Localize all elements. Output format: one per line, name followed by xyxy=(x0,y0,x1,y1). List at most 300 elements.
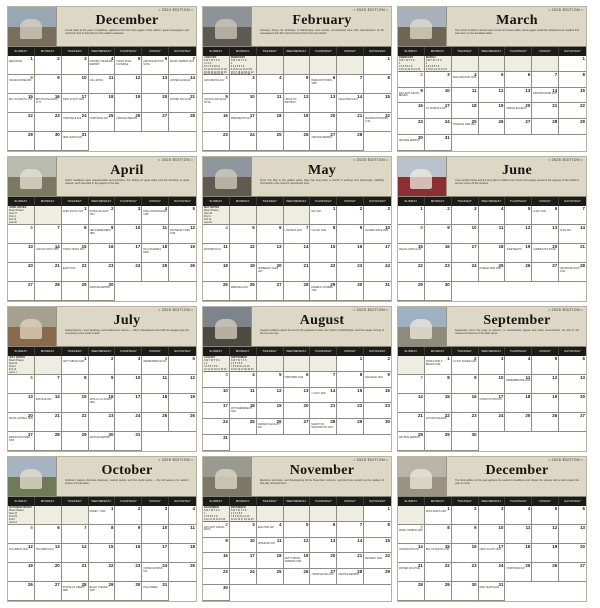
day-cell[interactable] xyxy=(505,525,532,544)
day-cell[interactable] xyxy=(452,88,479,104)
day-cell[interactable] xyxy=(310,403,337,419)
day-cell[interactable] xyxy=(169,563,196,582)
day-cell[interactable] xyxy=(479,244,506,263)
day-cell[interactable] xyxy=(505,544,532,563)
day-cell[interactable] xyxy=(532,119,559,135)
calendar-info-cell[interactable] xyxy=(230,356,257,372)
day-cell[interactable] xyxy=(142,113,169,132)
day-cell[interactable] xyxy=(398,244,425,263)
day-cell[interactable] xyxy=(505,103,532,119)
day-cell[interactable] xyxy=(203,94,230,113)
day-cell[interactable] xyxy=(479,88,506,104)
day-cell[interactable] xyxy=(337,225,364,244)
day-cell[interactable] xyxy=(284,263,311,282)
day-cell[interactable] xyxy=(203,435,230,451)
day-cell[interactable] xyxy=(115,506,142,525)
calendar-info-cell[interactable] xyxy=(257,56,284,75)
day-cell[interactable] xyxy=(452,394,479,413)
day-cell[interactable] xyxy=(559,119,586,135)
day-cell[interactable] xyxy=(364,263,391,282)
day-cell[interactable] xyxy=(532,225,559,244)
day-cell[interactable] xyxy=(398,413,425,432)
calendar-info-cell[interactable] xyxy=(35,506,62,525)
day-cell[interactable] xyxy=(257,419,284,435)
day-cell[interactable] xyxy=(337,263,364,282)
day-cell[interactable] xyxy=(479,525,506,544)
day-cell[interactable] xyxy=(230,75,257,94)
calendar-info-cell[interactable] xyxy=(452,56,479,72)
day-cell[interactable] xyxy=(559,563,586,582)
day-cell[interactable] xyxy=(425,413,452,432)
day-cell[interactable] xyxy=(62,563,89,582)
day-cell[interactable] xyxy=(8,263,35,282)
day-cell[interactable] xyxy=(230,403,257,419)
day-cell[interactable] xyxy=(8,244,35,263)
day-cell[interactable] xyxy=(364,538,391,554)
calendar-info-cell[interactable] xyxy=(203,506,230,522)
calendar-info-cell[interactable] xyxy=(310,56,337,75)
day-cell[interactable] xyxy=(203,585,230,601)
day-cell[interactable] xyxy=(398,135,425,151)
day-cell[interactable] xyxy=(532,375,559,394)
day-cell[interactable] xyxy=(89,206,116,225)
day-cell[interactable] xyxy=(505,394,532,413)
day-cell[interactable] xyxy=(559,225,586,244)
day-cell[interactable] xyxy=(398,432,425,451)
day-cell[interactable] xyxy=(398,525,425,544)
day-cell[interactable] xyxy=(452,506,479,525)
day-cell[interactable] xyxy=(337,569,364,585)
day-cell[interactable] xyxy=(310,132,337,151)
day-cell[interactable] xyxy=(425,225,452,244)
day-cell[interactable] xyxy=(169,394,196,413)
calendar-info-cell[interactable] xyxy=(284,356,311,372)
day-cell[interactable] xyxy=(452,244,479,263)
day-cell[interactable] xyxy=(142,75,169,94)
day-cell[interactable] xyxy=(62,525,89,544)
day-cell[interactable] xyxy=(398,394,425,413)
day-cell[interactable] xyxy=(425,244,452,263)
day-cell[interactable] xyxy=(8,432,35,451)
day-cell[interactable] xyxy=(203,282,230,301)
calendar-info-cell[interactable] xyxy=(398,506,425,525)
day-cell[interactable] xyxy=(8,375,35,394)
day-cell[interactable] xyxy=(337,206,364,225)
calendar-info-cell[interactable] xyxy=(203,356,230,372)
day-cell[interactable] xyxy=(310,75,337,94)
day-cell[interactable] xyxy=(257,388,284,404)
day-cell[interactable] xyxy=(425,563,452,582)
day-cell[interactable] xyxy=(364,282,391,301)
day-cell[interactable] xyxy=(62,432,89,451)
day-cell[interactable] xyxy=(284,75,311,94)
day-cell[interactable] xyxy=(337,538,364,554)
day-cell[interactable] xyxy=(169,525,196,544)
day-cell[interactable] xyxy=(479,413,506,432)
day-cell[interactable] xyxy=(230,225,257,244)
day-cell[interactable] xyxy=(89,432,116,451)
day-cell[interactable] xyxy=(169,94,196,113)
day-cell[interactable] xyxy=(452,263,479,282)
day-cell[interactable] xyxy=(364,75,391,94)
day-cell[interactable] xyxy=(337,403,364,419)
day-cell[interactable] xyxy=(8,75,35,94)
day-cell[interactable] xyxy=(62,582,89,601)
day-cell[interactable] xyxy=(398,206,425,225)
day-cell[interactable] xyxy=(35,582,62,601)
day-cell[interactable] xyxy=(230,113,257,132)
calendar-info-cell[interactable] xyxy=(35,206,62,225)
day-cell[interactable] xyxy=(169,356,196,375)
day-cell[interactable] xyxy=(310,522,337,538)
day-cell[interactable] xyxy=(257,132,284,151)
day-cell[interactable] xyxy=(398,582,425,601)
calendar-info-cell[interactable] xyxy=(532,56,559,72)
day-cell[interactable] xyxy=(398,103,425,119)
calendar-info-cell[interactable] xyxy=(62,506,89,525)
day-cell[interactable] xyxy=(35,282,62,301)
day-cell[interactable] xyxy=(203,569,230,585)
day-cell[interactable] xyxy=(203,553,230,569)
calendar-info-cell[interactable] xyxy=(257,206,284,225)
day-cell[interactable] xyxy=(8,225,35,244)
calendar-info-cell[interactable] xyxy=(230,56,257,75)
day-cell[interactable] xyxy=(505,563,532,582)
day-cell[interactable] xyxy=(8,413,35,432)
day-cell[interactable] xyxy=(169,544,196,563)
day-cell[interactable] xyxy=(89,225,116,244)
day-cell[interactable] xyxy=(115,413,142,432)
calendar-info-cell[interactable] xyxy=(8,356,35,375)
day-cell[interactable] xyxy=(452,206,479,225)
day-cell[interactable] xyxy=(310,225,337,244)
day-cell[interactable] xyxy=(257,263,284,282)
day-cell[interactable] xyxy=(364,56,391,75)
day-cell[interactable] xyxy=(35,432,62,451)
day-cell[interactable] xyxy=(452,544,479,563)
day-cell[interactable] xyxy=(62,244,89,263)
calendar-info-cell[interactable] xyxy=(8,506,35,525)
day-cell[interactable] xyxy=(452,413,479,432)
day-cell[interactable] xyxy=(532,72,559,88)
calendar-info-cell[interactable] xyxy=(425,56,452,72)
day-cell[interactable] xyxy=(284,403,311,419)
day-cell[interactable] xyxy=(364,244,391,263)
day-cell[interactable] xyxy=(62,132,89,151)
day-cell[interactable] xyxy=(284,113,311,132)
day-cell[interactable] xyxy=(89,582,116,601)
day-cell[interactable] xyxy=(8,132,35,151)
day-cell[interactable] xyxy=(62,263,89,282)
day-cell[interactable] xyxy=(398,263,425,282)
day-cell[interactable] xyxy=(142,506,169,525)
day-cell[interactable] xyxy=(203,538,230,554)
day-cell[interactable] xyxy=(364,553,391,569)
calendar-info-cell[interactable] xyxy=(35,356,62,375)
day-cell[interactable] xyxy=(142,375,169,394)
day-cell[interactable] xyxy=(203,263,230,282)
day-cell[interactable] xyxy=(337,388,364,404)
day-cell[interactable] xyxy=(559,103,586,119)
day-cell[interactable] xyxy=(559,375,586,394)
day-cell[interactable] xyxy=(452,582,479,601)
day-cell[interactable] xyxy=(425,394,452,413)
day-cell[interactable] xyxy=(559,394,586,413)
day-cell[interactable] xyxy=(425,582,452,601)
day-cell[interactable] xyxy=(142,394,169,413)
day-cell[interactable] xyxy=(425,103,452,119)
day-cell[interactable] xyxy=(8,113,35,132)
day-cell[interactable] xyxy=(89,356,116,375)
day-cell[interactable] xyxy=(425,544,452,563)
calendar-info-cell[interactable] xyxy=(337,56,364,75)
day-cell[interactable] xyxy=(8,282,35,301)
day-cell[interactable] xyxy=(89,75,116,94)
day-cell[interactable] xyxy=(337,94,364,113)
day-cell[interactable] xyxy=(35,394,62,413)
day-cell[interactable] xyxy=(115,56,142,75)
day-cell[interactable] xyxy=(479,356,506,375)
day-cell[interactable] xyxy=(169,375,196,394)
day-cell[interactable] xyxy=(169,506,196,525)
day-cell[interactable] xyxy=(364,522,391,538)
day-cell[interactable] xyxy=(479,563,506,582)
day-cell[interactable] xyxy=(284,553,311,569)
day-cell[interactable] xyxy=(479,72,506,88)
day-cell[interactable] xyxy=(479,206,506,225)
day-cell[interactable] xyxy=(479,225,506,244)
day-cell[interactable] xyxy=(142,225,169,244)
day-cell[interactable] xyxy=(310,94,337,113)
day-cell[interactable] xyxy=(142,582,169,601)
day-cell[interactable] xyxy=(364,569,391,585)
day-cell[interactable] xyxy=(425,119,452,135)
day-cell[interactable] xyxy=(337,419,364,435)
day-cell[interactable] xyxy=(8,525,35,544)
day-cell[interactable] xyxy=(35,113,62,132)
day-cell[interactable] xyxy=(203,403,230,419)
day-cell[interactable] xyxy=(337,75,364,94)
day-cell[interactable] xyxy=(364,113,391,132)
day-cell[interactable] xyxy=(230,522,257,538)
day-cell[interactable] xyxy=(257,113,284,132)
day-cell[interactable] xyxy=(89,544,116,563)
day-cell[interactable] xyxy=(62,206,89,225)
day-cell[interactable] xyxy=(532,103,559,119)
day-cell[interactable] xyxy=(142,94,169,113)
day-cell[interactable] xyxy=(89,525,116,544)
day-cell[interactable] xyxy=(257,569,284,585)
day-cell[interactable] xyxy=(35,525,62,544)
day-cell[interactable] xyxy=(169,56,196,75)
day-cell[interactable] xyxy=(257,553,284,569)
day-cell[interactable] xyxy=(505,206,532,225)
day-cell[interactable] xyxy=(310,569,337,585)
day-cell[interactable] xyxy=(142,563,169,582)
day-cell[interactable] xyxy=(62,544,89,563)
day-cell[interactable] xyxy=(364,403,391,419)
day-cell[interactable] xyxy=(364,506,391,522)
day-cell[interactable] xyxy=(337,356,364,372)
day-cell[interactable] xyxy=(284,388,311,404)
day-cell[interactable] xyxy=(142,206,169,225)
day-cell[interactable] xyxy=(35,75,62,94)
day-cell[interactable] xyxy=(452,103,479,119)
day-cell[interactable] xyxy=(203,132,230,151)
day-cell[interactable] xyxy=(257,225,284,244)
day-cell[interactable] xyxy=(169,206,196,225)
day-cell[interactable] xyxy=(559,263,586,282)
day-cell[interactable] xyxy=(559,88,586,104)
day-cell[interactable] xyxy=(398,88,425,104)
day-cell[interactable] xyxy=(115,563,142,582)
day-cell[interactable] xyxy=(425,206,452,225)
calendar-info-cell[interactable] xyxy=(257,506,284,522)
day-cell[interactable] xyxy=(230,282,257,301)
day-cell[interactable] xyxy=(425,432,452,451)
day-cell[interactable] xyxy=(115,432,142,451)
day-cell[interactable] xyxy=(505,88,532,104)
day-cell[interactable] xyxy=(532,506,559,525)
day-cell[interactable] xyxy=(479,582,506,601)
day-cell[interactable] xyxy=(425,356,452,375)
day-cell[interactable] xyxy=(505,244,532,263)
day-cell[interactable] xyxy=(559,206,586,225)
day-cell[interactable] xyxy=(310,419,337,435)
day-cell[interactable] xyxy=(257,75,284,94)
day-cell[interactable] xyxy=(284,94,311,113)
day-cell[interactable] xyxy=(62,225,89,244)
day-cell[interactable] xyxy=(35,413,62,432)
day-cell[interactable] xyxy=(559,56,586,72)
day-cell[interactable] xyxy=(479,263,506,282)
day-cell[interactable] xyxy=(398,563,425,582)
day-cell[interactable] xyxy=(452,356,479,375)
day-cell[interactable] xyxy=(310,538,337,554)
day-cell[interactable] xyxy=(559,525,586,544)
day-cell[interactable] xyxy=(284,282,311,301)
day-cell[interactable] xyxy=(505,413,532,432)
day-cell[interactable] xyxy=(62,356,89,375)
day-cell[interactable] xyxy=(310,244,337,263)
day-cell[interactable] xyxy=(89,56,116,75)
day-cell[interactable] xyxy=(425,375,452,394)
day-cell[interactable] xyxy=(115,225,142,244)
day-cell[interactable] xyxy=(452,432,479,451)
calendar-info-cell[interactable] xyxy=(284,206,311,225)
day-cell[interactable] xyxy=(284,522,311,538)
calendar-info-cell[interactable] xyxy=(505,56,532,72)
day-cell[interactable] xyxy=(310,263,337,282)
calendar-info-cell[interactable] xyxy=(230,206,257,225)
day-cell[interactable] xyxy=(505,119,532,135)
day-cell[interactable] xyxy=(559,544,586,563)
day-cell[interactable] xyxy=(337,113,364,132)
day-cell[interactable] xyxy=(532,525,559,544)
day-cell[interactable] xyxy=(479,375,506,394)
day-cell[interactable] xyxy=(89,506,116,525)
day-cell[interactable] xyxy=(257,538,284,554)
day-cell[interactable] xyxy=(115,544,142,563)
day-cell[interactable] xyxy=(284,538,311,554)
day-cell[interactable] xyxy=(8,563,35,582)
day-cell[interactable] xyxy=(505,225,532,244)
day-cell[interactable] xyxy=(62,282,89,301)
day-cell[interactable] xyxy=(169,225,196,244)
day-cell[interactable] xyxy=(310,388,337,404)
day-cell[interactable] xyxy=(62,413,89,432)
day-cell[interactable] xyxy=(203,244,230,263)
day-cell[interactable] xyxy=(203,388,230,404)
day-cell[interactable] xyxy=(479,103,506,119)
day-cell[interactable] xyxy=(35,225,62,244)
day-cell[interactable] xyxy=(203,75,230,94)
day-cell[interactable] xyxy=(230,263,257,282)
calendar-info-cell[interactable] xyxy=(203,206,230,225)
day-cell[interactable] xyxy=(115,206,142,225)
day-cell[interactable] xyxy=(8,582,35,601)
day-cell[interactable] xyxy=(364,388,391,404)
calendar-info-cell[interactable] xyxy=(284,56,311,75)
day-cell[interactable] xyxy=(505,375,532,394)
day-cell[interactable] xyxy=(505,72,532,88)
day-cell[interactable] xyxy=(115,394,142,413)
day-cell[interactable] xyxy=(115,94,142,113)
day-cell[interactable] xyxy=(230,372,257,388)
day-cell[interactable] xyxy=(8,94,35,113)
day-cell[interactable] xyxy=(230,419,257,435)
day-cell[interactable] xyxy=(337,282,364,301)
day-cell[interactable] xyxy=(35,563,62,582)
calendar-info-cell[interactable] xyxy=(8,206,35,225)
day-cell[interactable] xyxy=(337,553,364,569)
day-cell[interactable] xyxy=(532,544,559,563)
day-cell[interactable] xyxy=(89,563,116,582)
day-cell[interactable] xyxy=(230,244,257,263)
day-cell[interactable] xyxy=(364,94,391,113)
day-cell[interactable] xyxy=(532,563,559,582)
day-cell[interactable] xyxy=(115,75,142,94)
day-cell[interactable] xyxy=(452,72,479,88)
day-cell[interactable] xyxy=(452,225,479,244)
day-cell[interactable] xyxy=(257,244,284,263)
calendar-info-cell[interactable] xyxy=(203,56,230,75)
day-cell[interactable] xyxy=(532,206,559,225)
day-cell[interactable] xyxy=(35,132,62,151)
day-cell[interactable] xyxy=(479,544,506,563)
day-cell[interactable] xyxy=(169,263,196,282)
day-cell[interactable] xyxy=(35,544,62,563)
day-cell[interactable] xyxy=(310,282,337,301)
day-cell[interactable] xyxy=(310,372,337,388)
day-cell[interactable] xyxy=(257,522,284,538)
day-cell[interactable] xyxy=(559,506,586,525)
day-cell[interactable] xyxy=(62,375,89,394)
day-cell[interactable] xyxy=(364,206,391,225)
day-cell[interactable] xyxy=(425,525,452,544)
day-cell[interactable] xyxy=(230,569,257,585)
day-cell[interactable] xyxy=(479,394,506,413)
day-cell[interactable] xyxy=(230,132,257,151)
day-cell[interactable] xyxy=(398,544,425,563)
day-cell[interactable] xyxy=(35,56,62,75)
day-cell[interactable] xyxy=(169,113,196,132)
day-cell[interactable] xyxy=(115,244,142,263)
day-cell[interactable] xyxy=(8,544,35,563)
day-cell[interactable] xyxy=(452,563,479,582)
day-cell[interactable] xyxy=(532,356,559,375)
calendar-info-cell[interactable] xyxy=(230,506,257,522)
